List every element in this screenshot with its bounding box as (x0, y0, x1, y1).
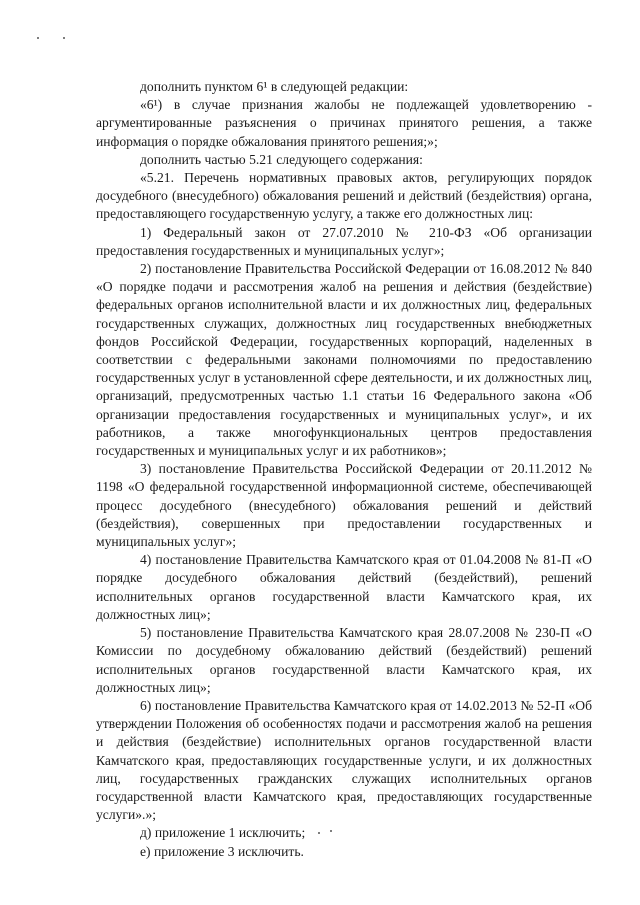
list-item-4-kamchatka-decree-81p: 4) постановление Правительства Камчатского края от 01.04.2008 № 81-П «О порядке досудебного обжалования действий (бездействий), решений исполнительных органов государственной власти Камчатского края, их должностных лиц»; (96, 552, 592, 622)
scan-mark (63, 37, 65, 39)
paragraph-add-part-5-21: дополнить частью 5.21 следующего содержания: (140, 151, 423, 167)
paragraph-item-6-1-text: «6¹) в случае признания жалобы не подлежащей удовлетворению - аргументированные разъяснения о причинах принятого решения, а также информация о порядке обжалования принятого решения;»; (96, 97, 592, 149)
list-item-3-government-decree-1198: 3) постановление Правительства Российской Федерации от 20.11.2012 № 1198 «О федеральной государственной информационной системе, обеспечивающей процесс досудебного (внесудебного) обжалования решений и действий (бездействия), совершенных при предоставлении государственных и муниципальных услуг»; (96, 461, 592, 550)
paragraph-exclude-appendix-3: е) приложение 3 исключить. (140, 843, 304, 859)
list-item-1-federal-law: 1) Федеральный закон от 27.07.2010 № 210-ФЗ «Об организации предоставления государственных и муниципальных услуг»; (96, 224, 592, 258)
paragraph-part-5-21-text: «5.21. Перечень нормативных правовых актов, регулирующих порядок досудебного (внесудебного) обжалования решений и действий (бездействия) органа, предоставляющего государственную услугу, а также его должностных лиц: (96, 170, 592, 222)
paragraph-add-item-6-1: дополнить пунктом 6¹ в следующей редакции: (140, 79, 409, 94)
list-item-2-government-decree-840: 2) постановление Правительства Российской Федерации от 16.08.2012 № 840 «О порядке подачи и рассмотрения жалоб на решения и действия (бездействие) федеральных органов исполнительной власти и их должностных лиц, федеральных государственных служащих, должностных лиц государственных внебюджетных фондов Российской Федерации, государственных корпораций, наделенных в соответствии с федеральными законами полномочиями по предоставлению государственных услуг в установленной сфере деятельности, и их должностных лиц, организаций, предусмотренных частью 1.1 статьи 16 Федерального закона «Об организации предоставления государственных и муниципальных услуг», и их работников, а также многофункциональных центров предоставления государственных и муниципальных услуг и их работников»; (96, 261, 592, 459)
paragraph-exclude-appendix-1: д) приложение 1 исключить; (140, 825, 306, 841)
document-page (96, 78, 592, 861)
scan-mark (37, 37, 39, 39)
list-item-6-kamchatka-decree-52p: 6) постановление Правительства Камчатского края от 14.02.2013 № 52-П «Об утверждении Положения об особенностях подачи и рассмотрения жалоб на решения и действия (бездействие) исполнительных органов государственной власти Камчатского края, предоставляющих государственные услуги, и их должностных лиц, государственных гражданских служащих исполнительных органов государственной власти Камчатского края, предоставляющих государственные услуги».»; (96, 697, 592, 823)
list-item-5-kamchatka-decree-230p: 5) постановление Правительства Камчатского края 28.07.2008 № 230-П «О Комиссии по досудебному обжалованию действий (бездействий) решений исполнительных органов государственной власти Камчатского края, их должностных лиц»; (96, 625, 592, 695)
